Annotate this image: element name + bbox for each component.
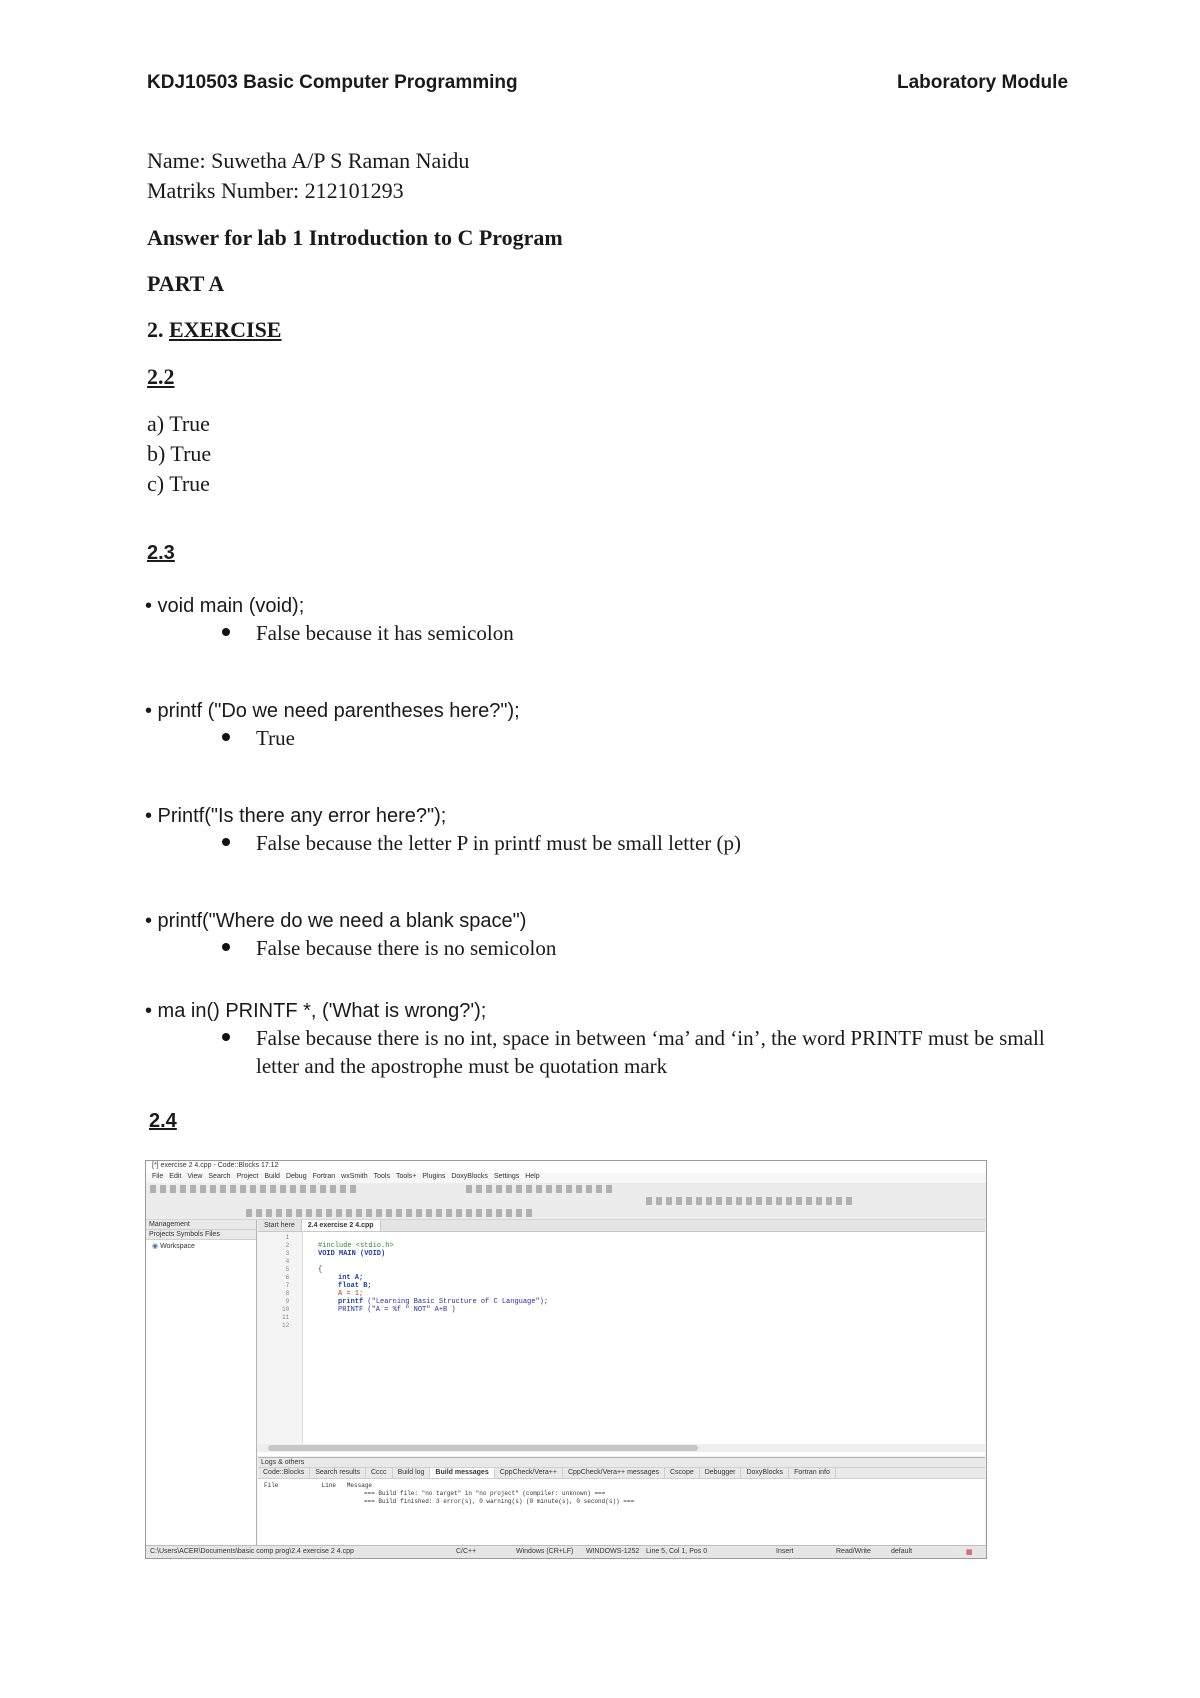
bullet-icon — [222, 733, 230, 741]
management-title: Management — [146, 1220, 256, 1230]
stmt-1: • void main (void); — [145, 595, 305, 617]
toolbar-icons[interactable] — [466, 1185, 616, 1193]
section-2-3-heading: 2.3 — [147, 542, 175, 564]
log-tab-codeblocks[interactable]: Code::Blocks — [258, 1468, 310, 1478]
code-brace: { — [318, 1266, 323, 1274]
log-tab-debugger[interactable]: Debugger — [700, 1468, 742, 1478]
log-tab-cppcheck-messages[interactable]: CppCheck/Vera++ messages — [563, 1468, 665, 1478]
ide-titlebar — [146, 1161, 986, 1173]
code-float: float B; — [338, 1282, 372, 1290]
status-path: C:\Users\ACER\Documents\basic comp prog\2.4 exercise 2 4.cpp — [150, 1548, 354, 1555]
toolbar-icons[interactable] — [646, 1197, 856, 1205]
line-number: 12 — [282, 1322, 290, 1329]
menu-help[interactable]: Help — [525, 1173, 540, 1180]
line-number: 1 — [285, 1234, 290, 1241]
log-tabs — [258, 1468, 985, 1479]
toolbar-icons[interactable] — [246, 1209, 536, 1217]
status-profile: default — [891, 1548, 913, 1555]
menu-fortran[interactable]: Fortran — [312, 1173, 336, 1180]
ide-toolbar-3 — [146, 1207, 986, 1220]
log-tab-search[interactable]: Search results — [310, 1468, 366, 1478]
ide-menubar — [146, 1173, 986, 1183]
code-editor[interactable] — [258, 1220, 985, 1456]
line-number: 6 — [285, 1274, 290, 1281]
tab-files[interactable]: Files — [205, 1231, 220, 1238]
tab-start-here[interactable]: Start here — [258, 1220, 302, 1231]
answer-b: b) True — [147, 441, 212, 466]
student-name: Name: Suwetha A/P S Raman Naidu — [147, 148, 470, 173]
stmt-3: • Printf("Is there any error here?"); — [145, 805, 447, 827]
bullet-icon — [222, 943, 230, 951]
header-course: KDJ10503 Basic Computer Programming — [147, 72, 518, 93]
student-matriks: Matriks Number: 212101293 — [147, 178, 404, 203]
status-eol: Windows (CR+LF) — [516, 1548, 574, 1555]
code-printf-kw: printf — [338, 1298, 364, 1306]
header-module: Laboratory Module — [897, 72, 1069, 93]
line-number: 3 — [285, 1250, 290, 1257]
logs-title: Logs & others — [258, 1458, 985, 1468]
menu-tools-plus[interactable]: Tools+ — [395, 1173, 417, 1180]
exercise-label: EXERCISE — [169, 317, 282, 342]
answer-stmt-5: False because there is no int, space in between ‘ma’ and ‘in’, the word PRINTF must be small letter and the apostrophe must be quotation mark — [256, 1026, 1045, 1078]
section-2-2-heading: 2.2 — [147, 364, 175, 389]
section-2-4-heading: 2.4 — [149, 1110, 177, 1132]
menu-wxsmith[interactable]: wxSmith — [341, 1173, 368, 1180]
answer-stmt-2: True — [256, 726, 295, 750]
code-printf-str: ("Learning Basic Structure of C Language"); — [367, 1298, 549, 1306]
status-encoding: WINDOWS-1252 — [586, 1548, 640, 1555]
menu-project[interactable]: Project — [236, 1173, 259, 1180]
line-numbers — [282, 1234, 289, 1330]
log-tab-cscope[interactable]: Cscope — [665, 1468, 700, 1478]
menu-plugins[interactable]: Plugins — [422, 1173, 446, 1180]
status-language: C/C++ — [456, 1548, 477, 1555]
log-tab-build-messages[interactable]: Build messages — [430, 1468, 494, 1478]
code-assign: A = 1; — [338, 1290, 364, 1298]
line-number: 4 — [285, 1258, 290, 1265]
code-include: #include <stdio.h> — [318, 1242, 394, 1250]
management-panel — [146, 1220, 257, 1545]
answer-stmt-1: False because it has semicolon — [256, 621, 514, 645]
menu-tools[interactable]: Tools — [373, 1173, 390, 1180]
log-tab-cccc[interactable]: Cccc — [366, 1468, 393, 1478]
workspace-item[interactable] — [146, 1240, 256, 1252]
code-int: int A; — [338, 1274, 364, 1282]
code-printf2: PRINTF ("A = %f " NOT" A+B ) — [338, 1306, 456, 1314]
doc-title: Answer for lab 1 Introduction to C Program — [147, 225, 563, 250]
answer-stmt-4: False because there is no semicolon — [256, 936, 557, 960]
line-number: 9 — [285, 1298, 290, 1305]
line-number: 5 — [285, 1266, 290, 1273]
log-tab-fortran[interactable]: Fortran info — [789, 1468, 836, 1478]
flag-icon: ▦ — [966, 1549, 973, 1556]
workspace-icon: ◉ — [152, 1243, 159, 1250]
stmt-4: • printf("Where do we need a blank space") — [145, 910, 527, 932]
status-rw: Read/Write — [836, 1548, 871, 1555]
menu-file[interactable]: File — [152, 1173, 164, 1180]
ide-title: [*] exercise 2 4.cpp - Code::Blocks 17.12 — [152, 1162, 279, 1169]
log-body — [258, 1479, 985, 1509]
exercise-heading — [147, 315, 281, 345]
menu-doxyblocks[interactable]: DoxyBlocks — [451, 1173, 488, 1180]
code-text — [318, 1234, 548, 1314]
menu-edit[interactable]: Edit — [169, 1173, 182, 1180]
management-tabs — [146, 1230, 256, 1240]
status-mode: Insert — [776, 1548, 794, 1555]
menu-debug[interactable]: Debug — [285, 1173, 307, 1180]
ide-statusbar — [146, 1545, 986, 1558]
exercise-number: 2. — [147, 317, 169, 342]
log-line: === Build finished: 3 error(s), 0 warning(s) (0 minute(s), 0 second(s)) === — [364, 1498, 635, 1505]
horizontal-scrollbar[interactable] — [258, 1444, 985, 1452]
line-number: 11 — [282, 1314, 290, 1321]
answer-c: c) True — [147, 471, 210, 496]
part-heading: PART A — [147, 271, 225, 296]
answer-stmt-3: False because the letter P in printf must be small letter (p) — [256, 831, 741, 855]
menu-search[interactable]: Search — [208, 1173, 231, 1180]
editor-gutter — [258, 1232, 303, 1444]
scroll-thumb[interactable] — [268, 1445, 698, 1451]
tab-projects[interactable]: Projects — [149, 1231, 175, 1238]
toolbar-icons[interactable] — [150, 1185, 360, 1193]
bullet-icon — [222, 628, 230, 636]
line-number: 10 — [282, 1306, 290, 1313]
tab-symbols[interactable]: Symbols — [176, 1231, 204, 1238]
line-number: 7 — [285, 1282, 290, 1289]
code-main: VOID MAIN (VOID) — [318, 1250, 386, 1258]
status-position: Line 5, Col 1, Pos 0 — [646, 1548, 708, 1555]
stmt-5: • ma in() PRINTF *, ('What is wrong?'); — [145, 1000, 487, 1022]
log-tab-doxyblocks[interactable]: DoxyBlocks — [741, 1468, 789, 1478]
log-header: File Line Message — [264, 1482, 373, 1489]
menu-view[interactable]: View — [187, 1173, 203, 1180]
menu-settings[interactable]: Settings — [493, 1173, 520, 1180]
answer-a: a) True — [147, 411, 210, 436]
line-number: 8 — [285, 1290, 290, 1297]
menu-build[interactable]: Build — [264, 1173, 280, 1180]
log-tab-build-log[interactable]: Build log — [393, 1468, 431, 1478]
editor-tabs — [258, 1220, 985, 1232]
log-line: === Build file: "no target" in "no project" (compiler: unknown) === — [364, 1490, 606, 1497]
ide-screenshot — [145, 1160, 987, 1559]
bullet-icon — [222, 1033, 230, 1041]
workspace-label: Workspace — [160, 1243, 195, 1250]
line-number: 2 — [285, 1242, 290, 1249]
log-tab-cppcheck[interactable]: CppCheck/Vera++ — [495, 1468, 563, 1478]
bullet-icon — [222, 838, 230, 846]
tab-exercise-file[interactable]: 2.4 exercise 2 4.cpp — [302, 1220, 381, 1231]
stmt-2: • printf ("Do we need parentheses here?"); — [145, 700, 520, 722]
logs-panel — [258, 1457, 985, 1546]
